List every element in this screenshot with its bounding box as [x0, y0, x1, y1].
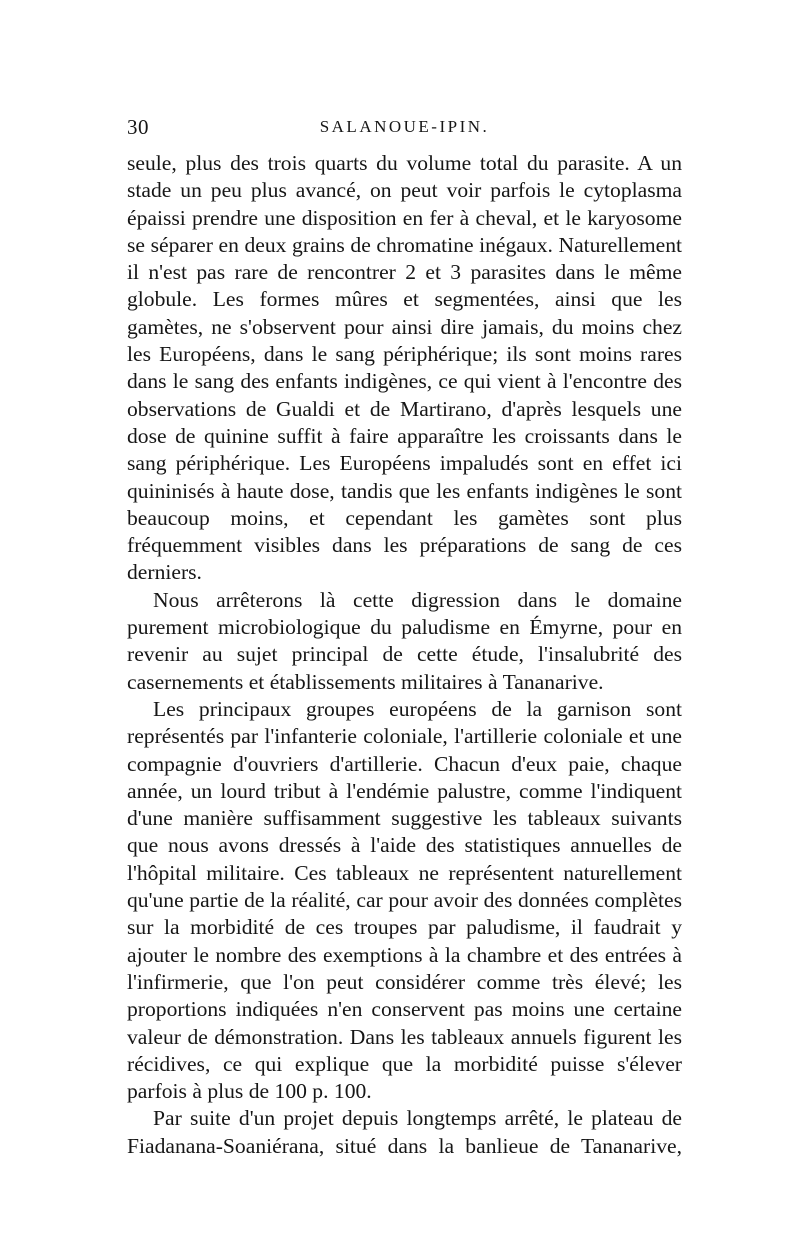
body-text [127, 150, 682, 1160]
running-title: SALANOUE-IPIN. [319, 117, 490, 136]
paragraph-2: Nous arrêterons là cette digression dans le domaine purement microbiologique du paludisme en Émyrne, pour en revenir au sujet principal de cette étude, l'insalubrité des casernements et établissements militaires à Tananarive. [127, 587, 682, 694]
running-head [127, 112, 682, 142]
paragraph-1: seule, plus des trois quarts du volume total du parasite. A un stade un peu plus avancé, on peut voir parfois le cytoplasma épaissi prendre une disposition en fer à cheval, et le karyosome se séparer en deux grains de chromatine inégaux. Naturellement il n'est pas rare de rencontrer 2 et 3 parasites dans le même globule. Les formes mûres et segmentées, ainsi que les gamètes, ne s'observent pour ainsi dire jamais, du moins chez les Européens, dans le sang périphérique; ils sont moins rares dans le sang des enfants indigènes, ce qui vient à l'encontre des observations de Gualdi et de Martirano, d'après lesquels une dose de quinine suffit à faire apparaître les croissants dans le sang périphérique. Les Européens impaludés sont en effet ici quininisés à haute dose, tandis que les enfants indigènes le sont beaucoup moins, et cependant les gamètes sont plus fréquemment visibles dans les préparations de sang de ces derniers. [127, 151, 682, 585]
page-number: 30 [127, 115, 149, 139]
paragraph-3: Les principaux groupes européens de la garnison sont représentés par l'infanterie coloniale, l'artillerie coloniale et une compagnie d'ouvriers d'artillerie. Chacun d'eux paie, chaque année, un lourd tribut à l'endémie palustre, comme l'indiquent d'une manière suffisamment suggestive les tableaux suivants que nous avons dressés à l'aide des statistiques annuelles de l'hôpital militaire. Ces tableaux ne représentent naturellement qu'une partie de la réalité, car pour avoir des données complètes sur la morbidité de ces troupes par paludisme, il faudrait y ajouter le nombre des exemptions à la chambre et des entrées à l'infirmerie, que l'on peut considérer comme très élevé; les proportions indiquées n'en conservent pas moins une certaine valeur de démonstration. Dans les tableaux annuels figurent les récidives, ce qui explique que la morbidité puisse s'élever parfois à plus de 100 p. 100. [127, 696, 682, 1104]
paragraph-4: Par suite d'un projet depuis longtemps arrêté, le plateau de Fiadanana-Soaniérana, situé dans la banlieue de Tananarive, [127, 1106, 682, 1158]
